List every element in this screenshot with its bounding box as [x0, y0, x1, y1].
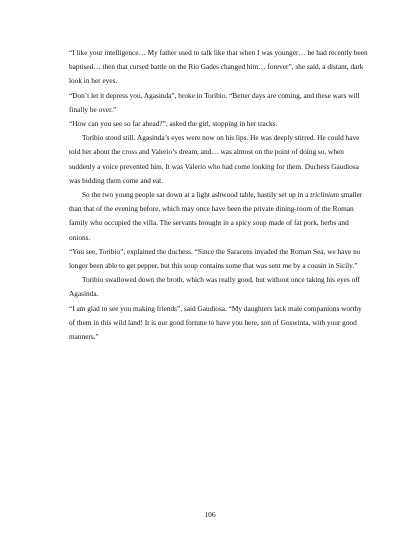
page-number: 106	[204, 510, 216, 519]
paragraph	[69, 273, 369, 301]
paragraph	[69, 89, 369, 117]
body-text	[69, 46, 369, 344]
paragraph	[69, 46, 369, 89]
text-run: “I like your intelligence… My father used to talk like that when I was younger… he had recently been baptised… then that cursed battle on the Rio Gades changed him… forever”, she said, a distant, dark look in her eyes.	[69, 48, 368, 86]
paragraph	[69, 131, 369, 188]
italic-term: triclinium	[310, 190, 339, 200]
paragraph	[69, 117, 369, 131]
text-run: “How can you see so far ahead?”, asked the girl, stopping in her tracks.	[69, 119, 278, 129]
text-run: Toribio swallowed down the broth, which was really good, but without once taking his eyes off Agasinda.	[69, 275, 361, 299]
text-run: “I am glad to see you making friends”, said Gaudiosa. “My daughters lack male companions worthy of them in this wild land! It is our good fortune to have you here, son of Goswinta, with your good manners.”	[69, 303, 362, 342]
text-run: smaller than that of the evening before, which may once have been the private dining-room of the Roman family who occupied the villa. The servants brought in a spicy soup made of fat pork, herbs and onions.	[69, 190, 363, 242]
paragraph	[69, 188, 369, 245]
text-run: “Don’t let it depress you, Agasinda”, broke in Toribio. “Better days are coming, and these wars will finally be over.”	[69, 90, 360, 114]
paragraph	[69, 302, 369, 345]
text-run: Toribio stood still. Agasinda’s eyes were now on his lips. He was deeply stirred. He could have told her about the cross and Valerio’s dream, and… was almost on the point of doing so, when suddenly a voice prevented him. It was Valerio who had come looking for them. Duchess Gaudiosa was bidding them come and eat.	[69, 133, 360, 185]
text-run: So the two young people sat down at a light ashwood table, hastily set up in a	[82, 190, 311, 200]
paragraph	[69, 245, 369, 273]
text-run: “You see, Toribio”, explained the duchess. “Since the Saracens invaded the Roman Sea, we have no longer been able to get pepper, but this soup contains some that was sent me by a cousin in Sicily.”	[69, 246, 361, 271]
